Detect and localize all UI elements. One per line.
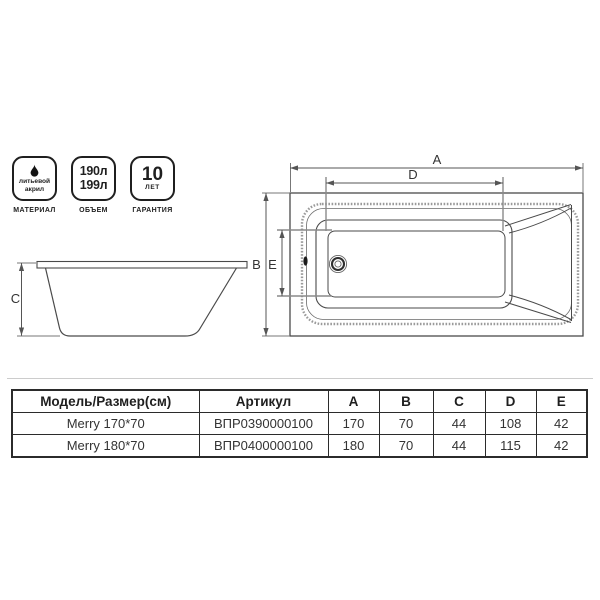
header-article: Артикул [199, 390, 328, 413]
header-dim-a: A [328, 390, 379, 413]
dim-d [326, 167, 503, 186]
badge-material-line1: литьевой [18, 177, 51, 185]
dim-a-cell: 180 [328, 435, 379, 458]
dim-d-cell: 115 [485, 435, 536, 458]
dim-c-cell: 44 [433, 413, 485, 435]
dim-b-cell: 70 [379, 413, 433, 435]
bathtub-drawings [0, 150, 600, 378]
badge-volume-line2: 199л [79, 177, 108, 192]
dim-e [268, 230, 284, 296]
header-dim-e: E [536, 390, 587, 413]
table-row [12, 435, 587, 458]
badge-volume-label: ОБЪЕМ [79, 207, 108, 214]
badge-volume-line1: 190л [79, 164, 108, 179]
article-cell: ВПР0390000100 [199, 413, 328, 435]
section-divider [7, 378, 593, 379]
dim-a-cell: 170 [328, 413, 379, 435]
article-cell: ВПР0400000100 [199, 435, 328, 458]
dim-label-c: C [10, 291, 21, 306]
spec-table-header-row [12, 390, 587, 413]
dim-d-cell: 108 [485, 413, 536, 435]
header-dim-c: C [433, 390, 485, 413]
bathtub-top-view [252, 152, 583, 336]
table-row [12, 413, 587, 435]
badge-material-line2: акрил [24, 185, 45, 193]
side-view-body [46, 268, 237, 336]
badge-warranty-label: ГАРАНТИЯ [132, 207, 173, 214]
spec-table [11, 389, 588, 458]
dim-label-a: A [432, 152, 442, 167]
model-cell: Merry 170*70 [12, 413, 199, 435]
side-view-rim [37, 262, 247, 269]
badge-warranty-value: 10 [141, 163, 164, 185]
header-dim-b: B [379, 390, 433, 413]
dim-b [252, 193, 268, 336]
dim-label-d: D [408, 167, 418, 182]
header-model: Модель/Размер(см) [12, 390, 199, 413]
model-cell: Merry 180*70 [12, 435, 199, 458]
basin-floor [328, 231, 505, 297]
dim-b-cell: 70 [379, 435, 433, 458]
dim-e-cell: 42 [536, 413, 587, 435]
dim-label-e: E [268, 257, 277, 272]
dim-label-b: B [252, 257, 261, 272]
bathtub-side-view [11, 262, 247, 337]
dim-c-cell: 44 [433, 435, 485, 458]
badge-warranty-unit: ЛЕТ [145, 184, 160, 192]
dim-e-cell: 42 [536, 435, 587, 458]
overflow-icon [303, 256, 307, 265]
dim-a [290, 152, 583, 171]
header-dim-d: D [485, 390, 536, 413]
badge-material-label: МАТЕРИАЛ [13, 207, 56, 214]
